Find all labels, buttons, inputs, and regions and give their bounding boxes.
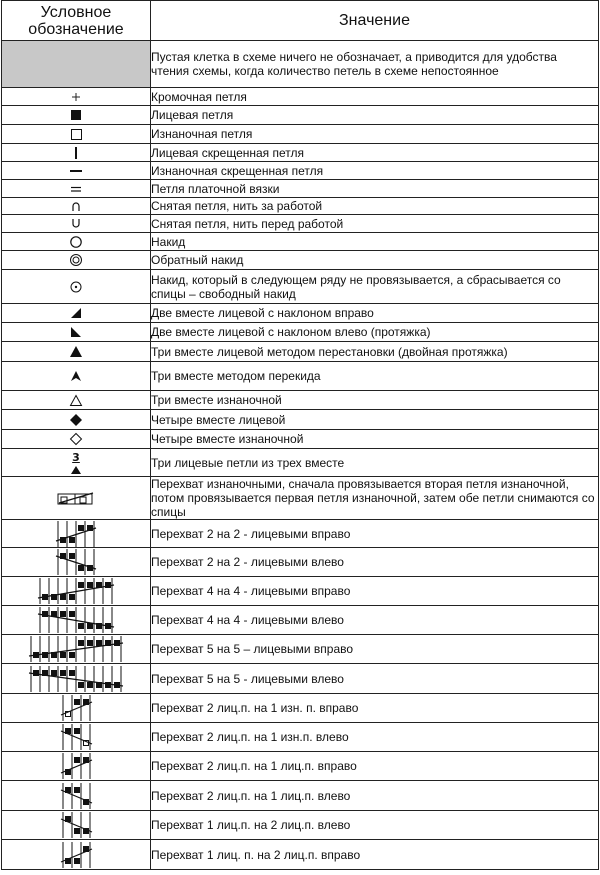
legend-row [2, 477, 599, 520]
cable-1k-2k-l-icon [2, 811, 151, 840]
meaning-text: Две вместе лицевой с наклоном влево (протяжка) [151, 323, 599, 342]
cable-2k-1k-l-icon [2, 781, 151, 811]
meaning-text: Обратный накид [151, 251, 599, 270]
legend-row [2, 41, 599, 88]
legend-row [2, 144, 599, 162]
meaning-text: Накид [151, 233, 599, 251]
legend-row [2, 106, 599, 125]
legend-row [2, 162, 599, 180]
meaning-text: Перехват 2 на 2 - лицевыми влево [151, 548, 599, 577]
cable-2-2-l-icon [2, 548, 151, 577]
meaning-text: Перехват 1 лиц.п. на 2 лиц.п. влево [151, 811, 599, 840]
three-label: 3 [72, 450, 80, 464]
legend-body [2, 41, 599, 870]
legend-row [2, 304, 599, 323]
double-circle-icon [2, 251, 151, 270]
meaning-text: Изнаночная скрещенная петля [151, 162, 599, 180]
three-tri-icon [2, 449, 151, 477]
meaning-text: Три вместе лицевой методом перестановки (двойная протяжка) [151, 342, 599, 362]
meaning-text: Перехват 1 лиц. п. на 2 лиц.п. вправо [151, 840, 599, 870]
meaning-text: Перехват 2 лиц.п. на 1 изн.п. влево [151, 723, 599, 752]
legend-row [2, 752, 599, 781]
cable-2k-1p-l-icon [2, 723, 151, 752]
cable-2k-1p-r-icon [2, 694, 151, 723]
cup-icon [2, 215, 151, 233]
legend-row [2, 664, 599, 694]
filled-square-icon [2, 106, 151, 125]
legend-row [2, 88, 599, 106]
meaning-text: Три лицевые петли из трех вместе [151, 449, 599, 477]
symbol-column-header: Условное обозначение [2, 1, 151, 41]
meaning-text: Перехват 2 лиц.п. на 1 изн. п. вправо [151, 694, 599, 723]
tri-open-icon [2, 391, 151, 410]
purl-cross-icon [2, 477, 151, 520]
cable-5-5-r-icon [2, 635, 151, 664]
legend-row [2, 270, 599, 304]
legend-row [2, 391, 599, 410]
meaning-text: Изнаночная петля [151, 125, 599, 144]
legend-row [2, 449, 599, 477]
dot-circle-icon [2, 270, 151, 304]
horizontal-bar-icon [2, 162, 151, 180]
cable-4-4-l-icon [2, 606, 151, 635]
meaning-text: Перехват 4 на 4 - лицевыми вправо [151, 577, 599, 606]
meaning-text: Перехват 2 лиц.п. на 1 лиц.п. влево [151, 781, 599, 811]
meaning-text: Три вместе методом перекида [151, 362, 599, 391]
legend-table [1, 0, 599, 870]
cap-icon [2, 198, 151, 215]
tri-left-icon [2, 323, 151, 342]
legend-row [2, 410, 599, 430]
legend-row [2, 198, 599, 215]
legend-row [2, 233, 599, 251]
legend-row [2, 606, 599, 635]
legend-row [2, 723, 599, 752]
cable-2k-1k-r-icon [2, 752, 151, 781]
meaning-text: Снятая петля, нить за работой [151, 198, 599, 215]
double-bar-icon [2, 180, 151, 198]
meaning-text: Перехват 2 лиц.п. на 1 лиц.п. вправо [151, 752, 599, 781]
legend-row [2, 520, 599, 548]
meaning-text: Снятая петля, нить перед работой [151, 215, 599, 233]
plus-icon [2, 88, 151, 106]
legend-row [2, 694, 599, 723]
meaning-text: Лицевая петля [151, 106, 599, 125]
legend-row [2, 342, 599, 362]
legend-row [2, 251, 599, 270]
meaning-text: Перехват 2 на 2 - лицевыми вправо [151, 520, 599, 548]
meaning-text: Пустая клетка в схеме ничего не обозначает, а приводится для удобства чтения схемы, когда количество петель в схеме непостоянное [151, 41, 599, 88]
legend-row [2, 548, 599, 577]
diamond-open-icon [2, 430, 151, 449]
legend-row [2, 362, 599, 391]
legend-row [2, 180, 599, 198]
legend-row [2, 215, 599, 233]
meaning-text: Две вместе лицевой с наклоном вправо [151, 304, 599, 323]
cable-2-2-r-icon [2, 520, 151, 548]
legend-row [2, 125, 599, 144]
legend-row [2, 811, 599, 840]
meaning-text: Перехват изнаночными, сначала провязывается вторая петля изнаночной, потом провязывается первая петля изнаночной, затем обе петли снимаются со спицы [151, 477, 599, 520]
meaning-text: Лицевая скрещенная петля [151, 144, 599, 162]
legend-row [2, 323, 599, 342]
meaning-text: Четыре вместе лицевой [151, 410, 599, 430]
meaning-text: Перехват 5 на 5 – лицевыми вправо [151, 635, 599, 664]
legend-row [2, 577, 599, 606]
meaning-text: Накид, который в следующем ряду не провязывается, а сбрасывается со спицы – свободный накид [151, 270, 599, 304]
meaning-column-header: Значение [151, 1, 599, 41]
circle-icon [2, 233, 151, 251]
arrowhead-icon [2, 362, 151, 391]
tri-right-icon [2, 304, 151, 323]
vertical-bar-icon [2, 144, 151, 162]
header-row [2, 1, 599, 41]
empty-cell-icon [2, 41, 151, 88]
meaning-text: Кромочная петля [151, 88, 599, 106]
tri-up-icon [2, 342, 151, 362]
cable-4-4-r-icon [2, 577, 151, 606]
legend-row [2, 635, 599, 664]
legend-row [2, 430, 599, 449]
legend-row [2, 840, 599, 870]
diamond-icon [2, 410, 151, 430]
meaning-text: Петля платочной вязки [151, 180, 599, 198]
meaning-text: Четыре вместе изнаночной [151, 430, 599, 449]
cable-5-5-l-icon [2, 664, 151, 694]
legend-row [2, 781, 599, 811]
meaning-text: Три вместе изнаночной [151, 391, 599, 410]
meaning-text: Перехват 5 на 5 - лицевыми влево [151, 664, 599, 694]
cable-1k-2k-r-icon [2, 840, 151, 870]
meaning-text: Перехват 4 на 4 - лицевыми влево [151, 606, 599, 635]
open-square-icon [2, 125, 151, 144]
